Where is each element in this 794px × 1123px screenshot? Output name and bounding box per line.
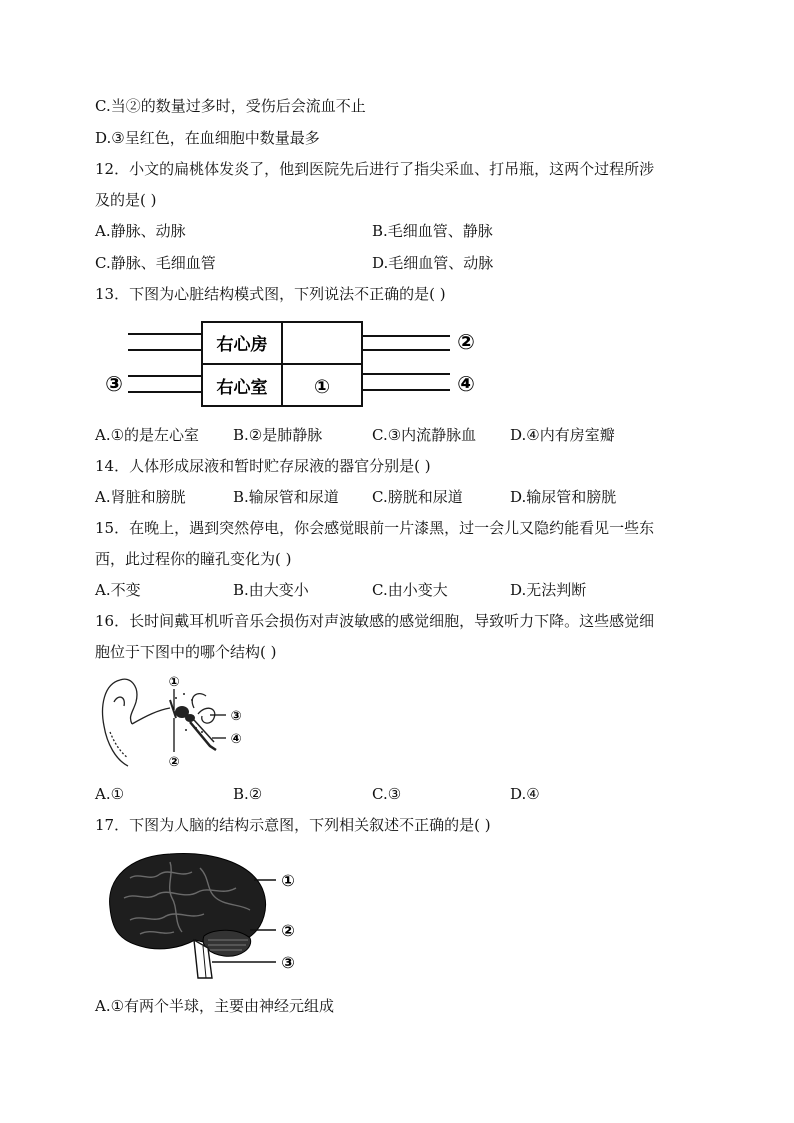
q12-stem-line2: 及的是( )	[95, 191, 157, 209]
q17-option-a: A.①有两个半球，主要由神经元组成	[95, 997, 335, 1015]
brain-marker-1: ①	[281, 871, 295, 890]
q16-option-a: A.①	[95, 785, 125, 803]
q12-option-b: B.毛细血管、静脉	[372, 222, 493, 240]
q15-option-c: C.由小变大	[372, 581, 448, 599]
q13-stem: 13．下图为心脏结构模式图，下列说法不正确的是( )	[95, 285, 446, 303]
q11-option-d: D.③呈红色，在血细胞中数量最多	[95, 129, 320, 147]
q12-option-d: D.毛细血管、动脉	[372, 254, 494, 272]
q13-option-c: C.③内流静脉血	[372, 426, 477, 444]
q12-option-a: A.静脉、动脉	[95, 222, 186, 240]
q14-option-d: D.输尿管和膀胱	[510, 488, 617, 506]
q16-option-c: C.③	[372, 785, 402, 803]
q16-option-d: D.④	[510, 785, 540, 803]
q14-option-c: C.膀胱和尿道	[372, 488, 463, 506]
q15-stem-line1: 15．在晚上，遇到突然停电，你会感觉眼前一片漆黑，过一会儿又隐约能看见一些东	[95, 519, 655, 537]
q17-stem: 17．下图为人脑的结构示意图，下列相关叙述不正确的是( )	[95, 816, 491, 834]
q15-option-d: D.无法判断	[510, 581, 587, 599]
ear-marker-2: ②	[168, 755, 180, 770]
right-atrium-label: 右心房	[216, 335, 268, 355]
q14-stem: 14．人体形成尿液和暂时贮存尿液的器官分别是( )	[95, 457, 431, 475]
ear-marker-3: ③	[230, 709, 242, 724]
q13-option-a: A.①的是左心室	[95, 426, 200, 444]
q15-option-a: A.不变	[95, 581, 141, 599]
ear-structure-diagram	[98, 672, 253, 772]
q11-option-c: C.当②的数量过多时，受伤后会流血不止	[95, 97, 366, 115]
heart-marker-2: ②	[457, 330, 475, 354]
brain-marker-2: ②	[281, 921, 295, 940]
q15-option-b: B.由大变小	[233, 581, 309, 599]
q16-stem-line2: 胞位于下图中的哪个结构( )	[95, 643, 277, 661]
q13-option-d: D.④内有房室瓣	[510, 426, 615, 444]
right-ventricle-label: 右心室	[216, 378, 268, 398]
q13-option-b: B.②是肺静脉	[233, 426, 323, 444]
ear-marker-1: ①	[168, 675, 180, 690]
q16-option-b: B.②	[233, 785, 263, 803]
heart-marker-1: ①	[313, 376, 331, 398]
heart-marker-3: ③	[105, 372, 123, 396]
q16-stem-line1: 16．长时间戴耳机听音乐会损伤对声波敏感的感觉细胞，导致听力下降。这些感觉细	[95, 612, 655, 630]
q15-stem-line2: 西，此过程你的瞳孔变化为( )	[95, 550, 292, 568]
brain-structure-diagram	[100, 848, 300, 983]
ear-marker-4: ④	[230, 732, 242, 747]
q14-option-b: B.输尿管和尿道	[233, 488, 339, 506]
brain-marker-3: ③	[281, 953, 295, 972]
heart-structure-diagram	[100, 316, 495, 411]
q12-stem-line1: 12．小文的扁桃体发炎了，他到医院先后进行了指尖采血、打吊瓶，这两个过程所涉	[95, 160, 655, 178]
q14-option-a: A.肾脏和膀胱	[95, 488, 186, 506]
heart-marker-4: ④	[457, 372, 475, 396]
q12-option-c: C.静脉、毛细血管	[95, 254, 216, 272]
